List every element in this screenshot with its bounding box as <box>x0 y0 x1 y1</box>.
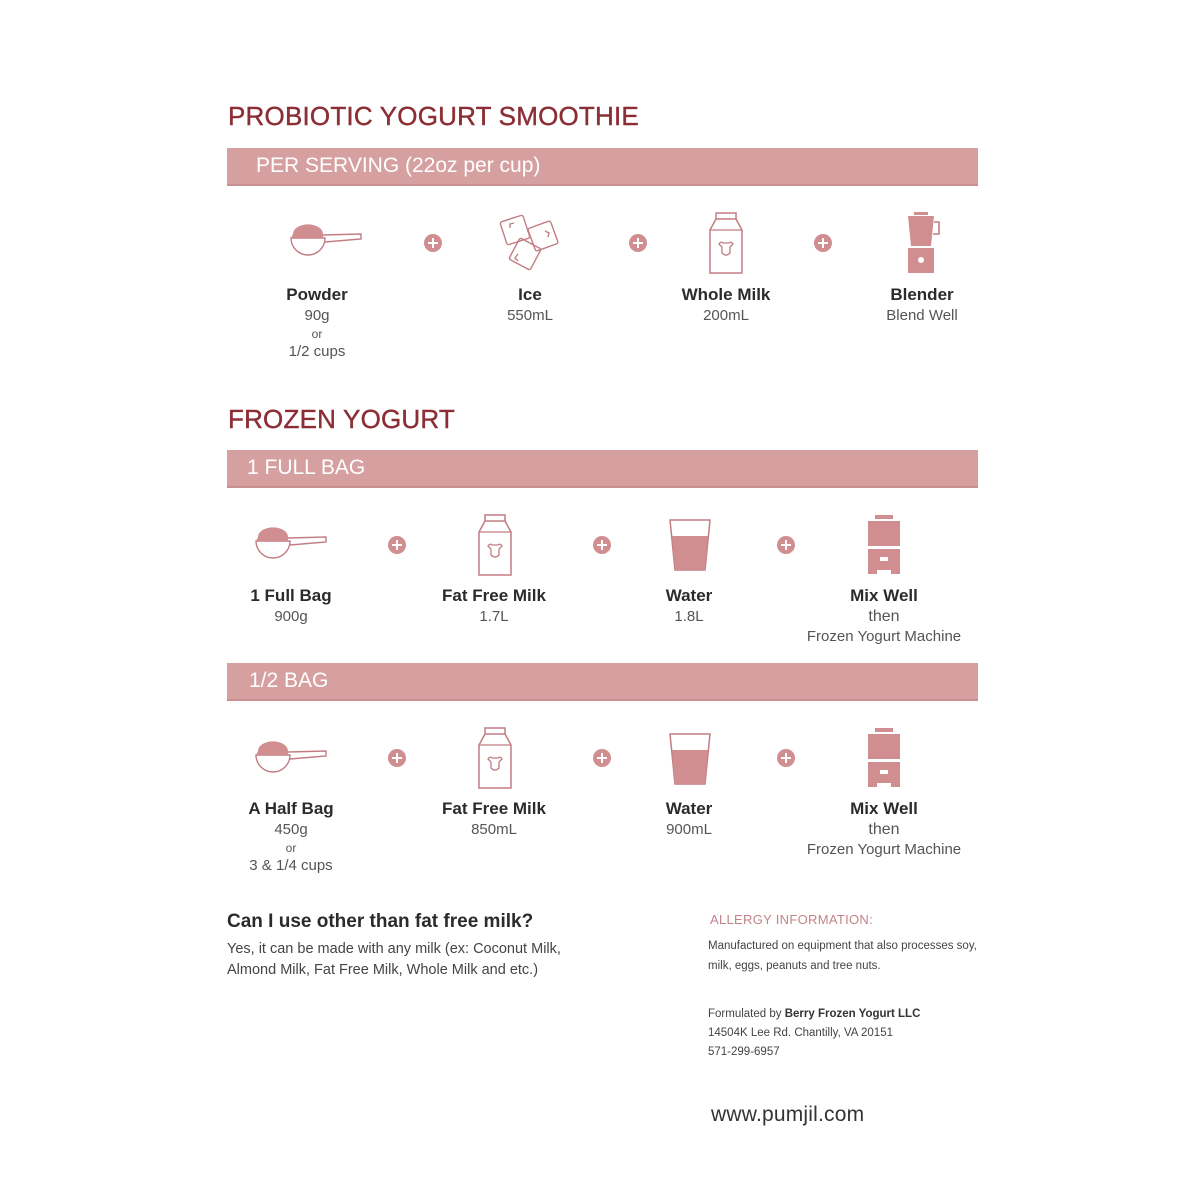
allergy-text: Manufactured on equipment that also processes soy, milk, eggs, peanuts and tree nuts. <box>708 940 977 972</box>
step-mix-well: Mix Well then Frozen Yogurt Machine <box>806 799 962 858</box>
ingredient-powder: Powder 90g or 1/2 cups <box>286 285 348 360</box>
ingredient-water: Water 1.8L <box>665 586 713 625</box>
ingredient-half-bag: A Half Bag 450g or 3 & 1/4 cups <box>248 799 334 874</box>
plus-icon <box>388 536 406 554</box>
band-label: PER SERVING (22oz per cup) <box>256 154 541 177</box>
plus-icon <box>424 234 442 252</box>
step-blender: Blender Blend Well <box>886 285 958 324</box>
water-glass-icon <box>669 519 711 571</box>
company-address: 14504K Lee Rd. Chantilly, VA 20151 <box>708 1027 893 1039</box>
ingredient-whole-milk: Whole Milk 200mL <box>681 285 771 324</box>
smoothie-band <box>227 148 978 186</box>
website-url: www.pumjil.com <box>711 1103 865 1126</box>
faq-question: Can I use other than fat free milk? <box>227 911 534 932</box>
half-bag-band <box>227 663 978 701</box>
plus-icon <box>777 749 795 767</box>
yogurt-machine-icon <box>865 728 903 788</box>
milk-carton-icon <box>476 727 514 789</box>
yogurt-machine-icon <box>865 515 903 575</box>
company-phone: 571-299-6957 <box>708 1046 780 1058</box>
ice-cubes-icon <box>497 212 563 274</box>
blender-icon <box>904 212 940 274</box>
ingredient-fat-free-milk: Fat Free Milk 1.7L <box>442 586 546 625</box>
step-mix-well: Mix Well then Frozen Yogurt Machine <box>806 586 962 645</box>
milk-carton-icon <box>476 514 514 576</box>
plus-icon <box>629 234 647 252</box>
plus-icon <box>814 234 832 252</box>
plus-icon <box>777 536 795 554</box>
scoop-icon <box>289 224 363 258</box>
scoop-icon <box>254 527 328 561</box>
water-glass-icon <box>669 733 711 785</box>
allergy-heading: ALLERGY INFORMATION: <box>710 912 873 927</box>
frozen-title: FROZEN YOGURT <box>228 404 455 434</box>
ingredient-full-bag: 1 Full Bag 900g <box>250 586 332 625</box>
plus-icon <box>593 536 611 554</box>
plus-icon <box>593 749 611 767</box>
formulated-prefix: Formulated by <box>708 1008 782 1020</box>
milk-carton-icon <box>707 212 745 274</box>
band-label: 1/2 BAG <box>249 669 329 692</box>
faq-answer: Yes, it can be made with any milk (ex: Coconut Milk, Almond Milk, Fat Free Milk, Whole Milk and etc.) <box>227 941 561 978</box>
ingredient-ice: Ice 550mL <box>507 285 553 324</box>
company-name: Berry Frozen Yogurt LLC <box>784 1008 921 1020</box>
smoothie-title: PROBIOTIC YOGURT SMOOTHIE <box>228 101 639 131</box>
scoop-icon <box>254 741 328 775</box>
plus-icon <box>388 749 406 767</box>
company-info <box>708 1005 920 1062</box>
full-bag-band <box>227 450 978 488</box>
ingredient-fat-free-milk: Fat Free Milk 850mL <box>442 799 546 838</box>
band-label: 1 FULL BAG <box>247 456 366 479</box>
ingredient-water: Water 900mL <box>665 799 713 838</box>
